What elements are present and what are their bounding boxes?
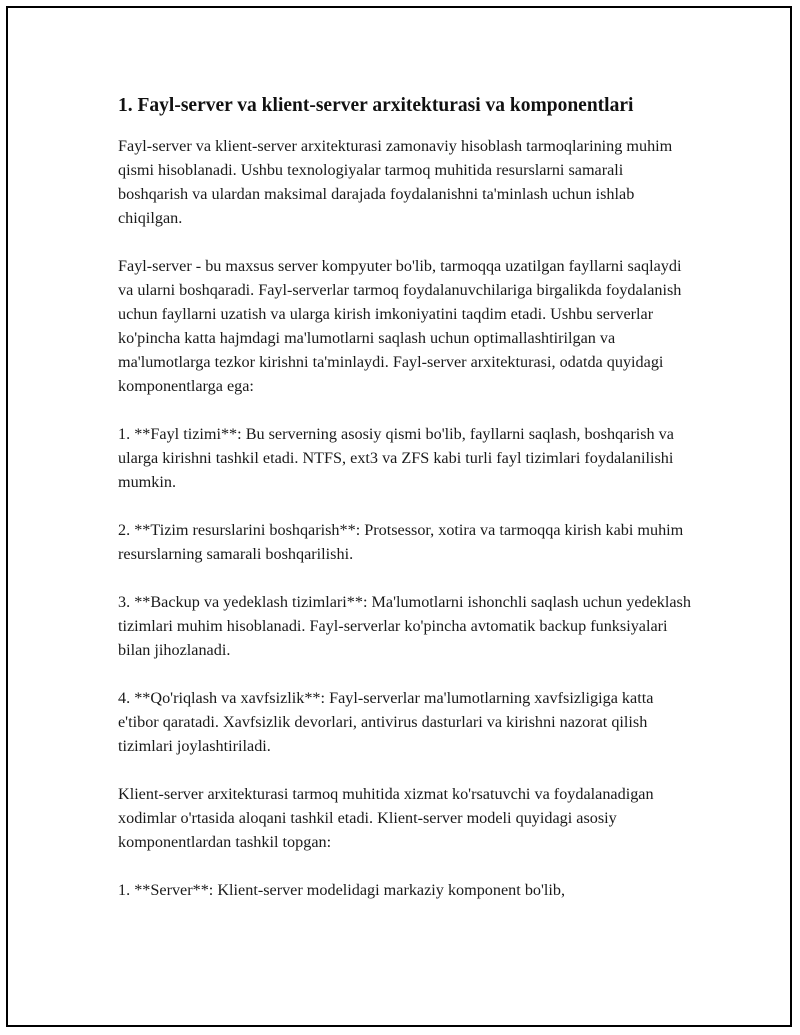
paragraph-intro: Fayl-server va klient-server arxitekturasi zamonaviy hisoblash tarmoqlarining muhim qismi hisoblanadi. Ushbu texnologiyalar tarmoq muhitida resurslarni samarali boshqarish va ulardan maksimal darajada foydalanishni ta'minlash uchun ishlab chiqilgan. <box>118 137 673 227</box>
list-item-server: 1. **Server**: Klient-server modelidagi markaziy komponent bo'lib, <box>118 881 566 899</box>
document-title: 1. Fayl-server va klient-server arxitekturasi va komponentlari <box>118 95 634 116</box>
list-item-security: 4. **Qo'riqlash va xavfsizlik**: Fayl-serverlar ma'lumotlarning xavfsizligiga katta e'tibor qaratadi. Xavfsizlik devorlari, antivirus dasturlari va kirishni nazorat qilish tizimlari joylashtiriladi. <box>118 689 654 755</box>
list-item-backup: 3. **Backup va yedeklash tizimlari**: Ma'lumotlarni ishonchli saqlash uchun yedeklash tizimlari muhim hisoblanadi. Fayl-serverlar ko'pincha avtomatik backup funksiyalari bilan jihozlanadi. <box>118 593 691 659</box>
list-item-resource-management: 2. **Tizim resurslarini boshqarish**: Protsessor, xotira va tarmoqqa kirish kabi muhim resurslarning samarali boshqarilishi. <box>118 521 684 563</box>
paragraph-client-server: Klient-server arxitekturasi tarmoq muhitida xizmat ko'rsatuvchi va foydalanadigan xodimlar o'rtasida aloqani tashkil etadi. Klient-server modeli quyidagi asosiy komponentlardan tashkil topgan: <box>118 785 654 851</box>
document-body <box>118 92 693 926</box>
list-item-file-system: 1. **Fayl tizimi**: Bu serverning asosiy qismi bo'lib, fayllarni saqlash, boshqarish va ularga kirishni tashkil etadi. NTFS, ext3 va ZFS kabi turli fayl tizimlari foydalanilishi mumkin. <box>118 425 674 491</box>
paragraph-file-server: Fayl-server - bu maxsus server kompyuter bo'lib, tarmoqqa uzatilgan fayllarni saqlaydi va ularni boshqaradi. Fayl-serverlar tarmoq foydalanuvchilariga birgalikda foydalanish uchun fayllarni uzatish va ularga kirish imkoniyatini taqdim etadi. Ushbu serverlar ko'pincha katta hajmdagi ma'lumotlarni saqlash uchun optimallashtirilgan va ma'lumotlarga tezkor kirishni ta'minlaydi. Fayl-server arxitekturasi, odatda quyidagi komponentlarga ega: <box>118 257 682 395</box>
